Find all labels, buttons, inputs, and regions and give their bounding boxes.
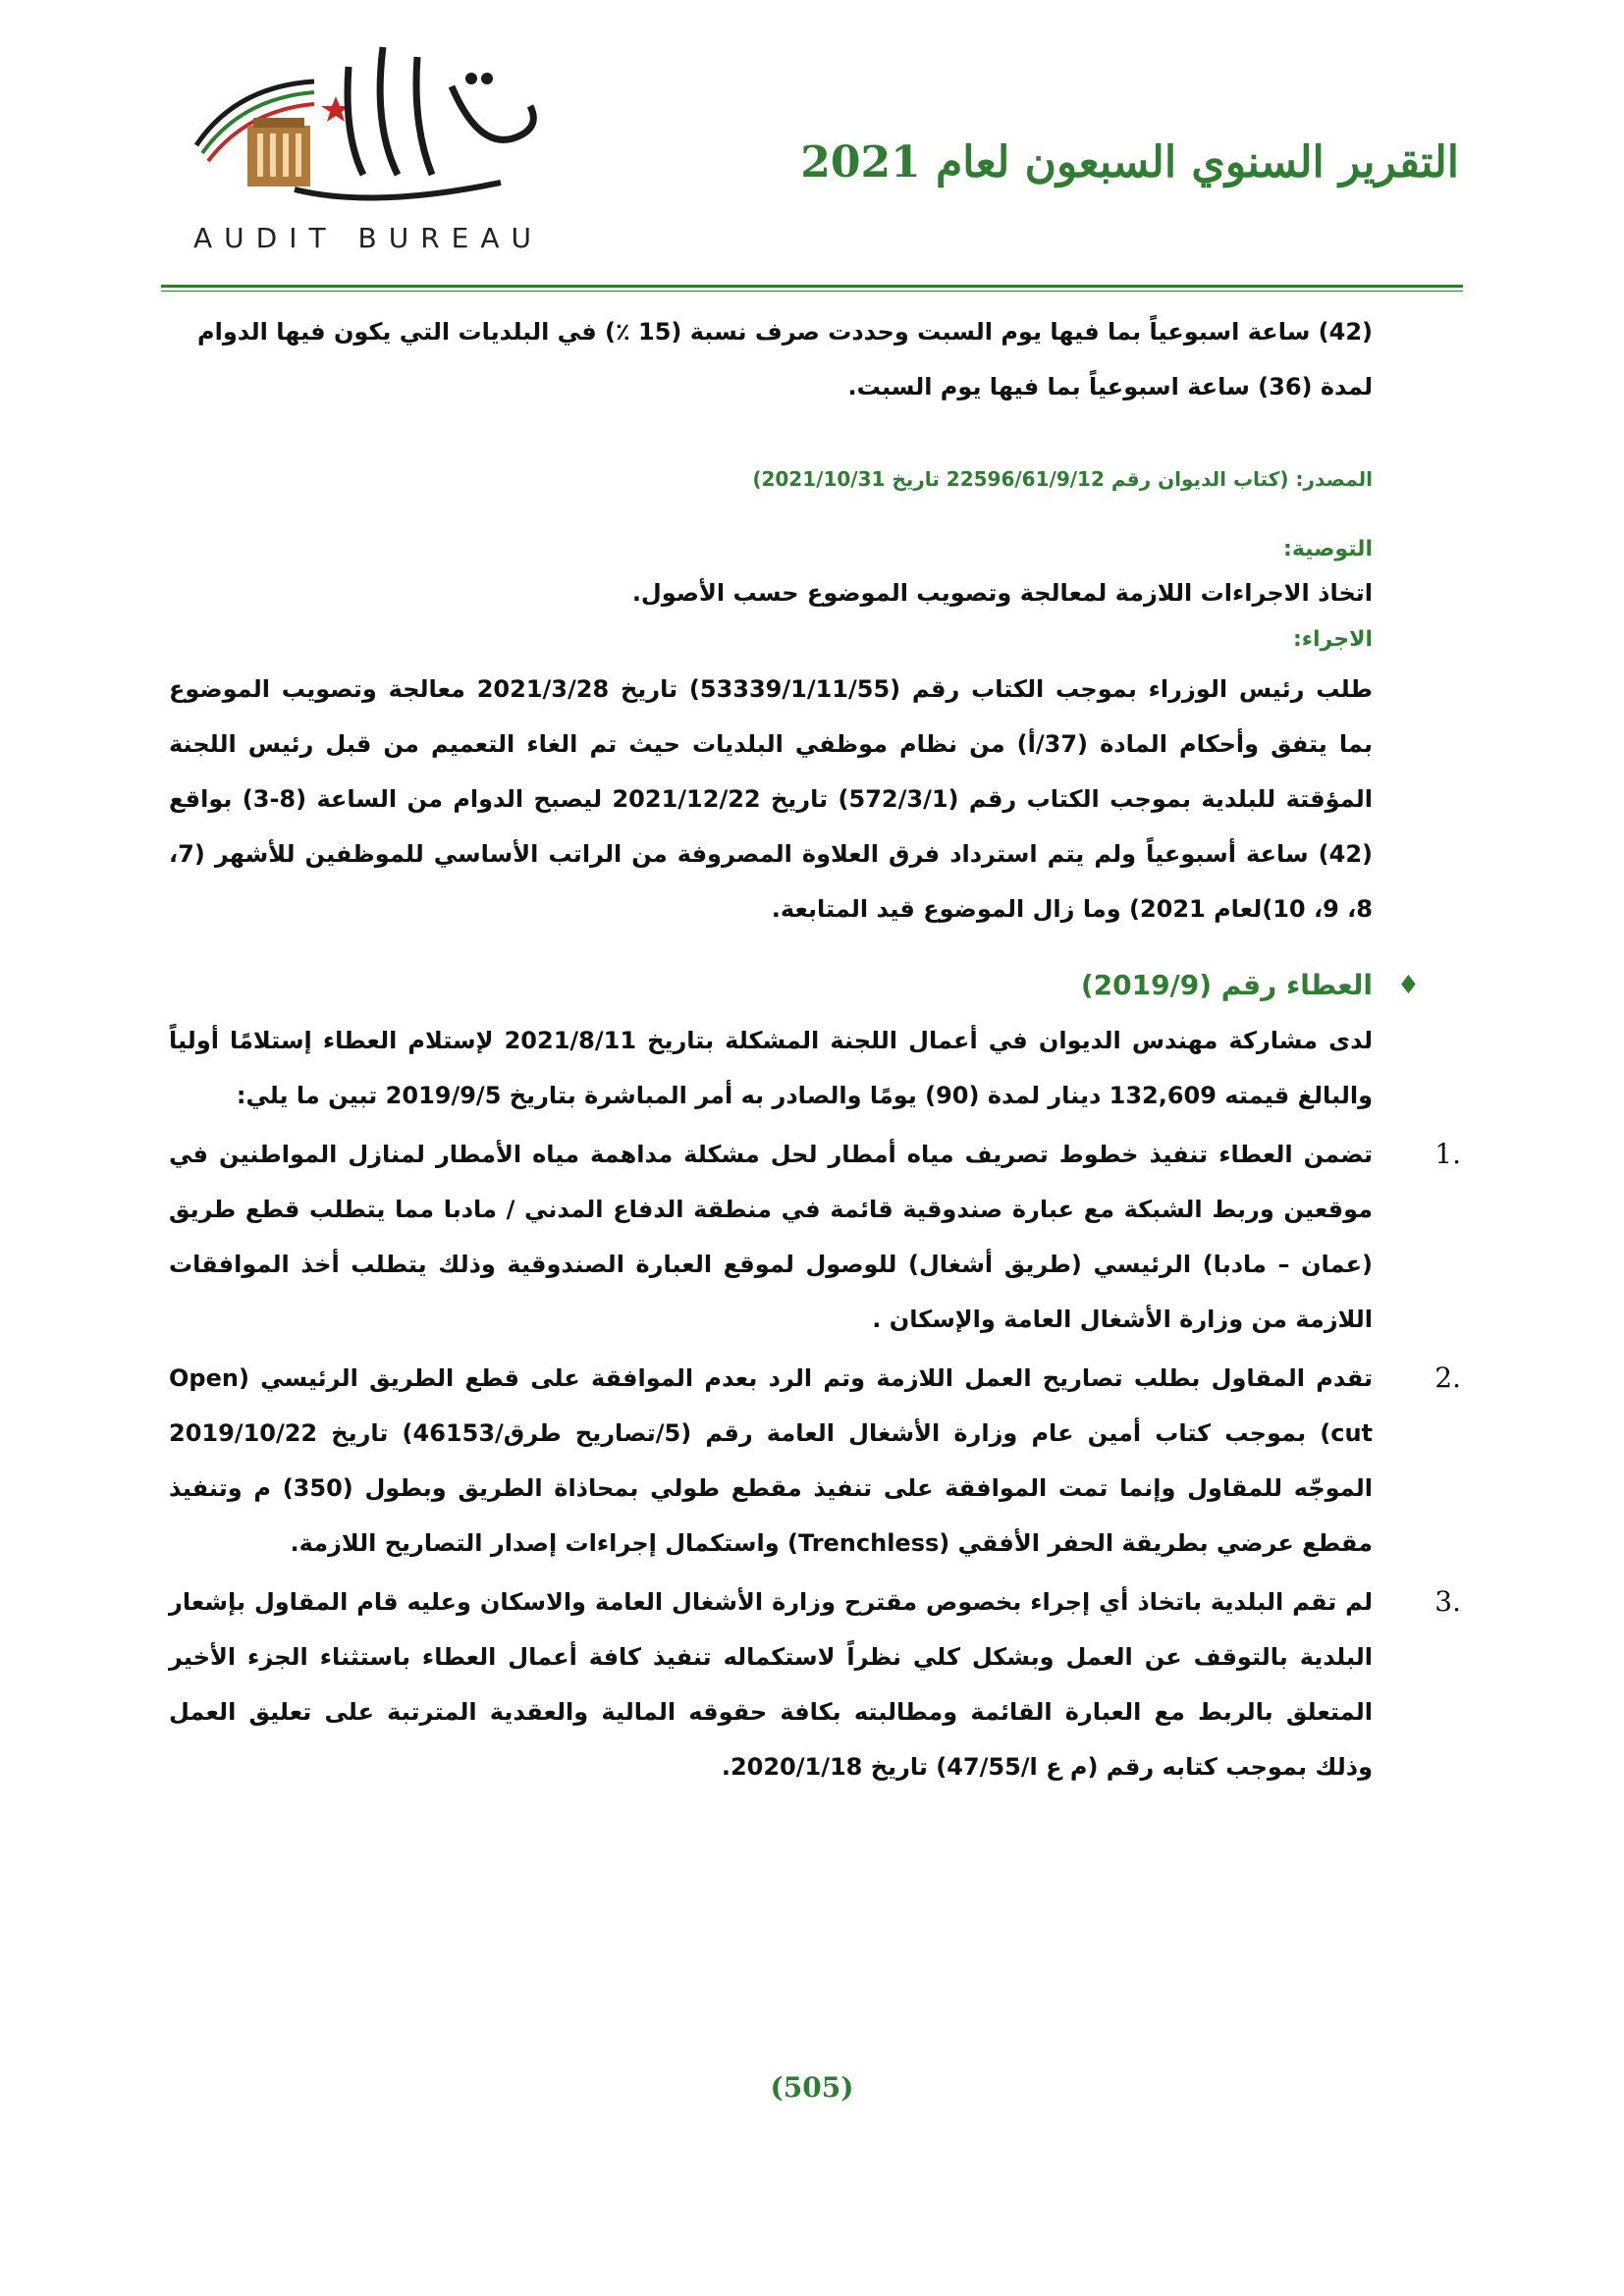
page-header [0, 0, 1624, 294]
logo-emblem [177, 27, 560, 224]
section-title: العطاء رقم (2019/9) [1080, 969, 1373, 1001]
audit-bureau-logo [177, 27, 560, 273]
list-item-number: 2. [1435, 1362, 1461, 1394]
page-number: (505) [770, 2071, 854, 2104]
logo-arabic-text [177, 27, 178, 28]
source-reference: المصدر: (كتاب الديوان رقم 22596/61/9/12 تاريخ 2021/10/31) [752, 467, 1373, 491]
list-item-text: تضمن العطاء تنفيذ خطوط تصريف مياه أمطار لحل مشكلة مداهمة مياه الأمطار لمنازل المواطنين في موقعين وربط الشبكة مع عبارة صندوقية قائمة في منطقة الدفاع المدني / مادبا مما يتطلب قطع طريق (عمان – مادبا) الرئيسي (طريق أشغال) للوصول لموقع العبارة الصندوقية وذلك يتطلب أخذ الموافقات اللازمة من وزارة الأشغال العامة والإسكان . [169, 1141, 1373, 1333]
list-item-text: تقدم المقاول بطلب تصاريح العمل اللازمة وتم الرد بعدم الموافقة على قطع الطريق الرئيسي (Open cut) بموجب كتاب أمين عام وزارة الأشغال العامة رقم (5/تصاريح طرق/46153) تاريخ 2019/10/22 الموجّه للمقاول وإنما تمت الموافقة على تنفيذ مقطع طولي بمحاذاة الطريق وبطول (350) م وتنفيذ مقطع عرضي بطريقة الحفر الأفقي (Trenchless) واستكمال إجراءات إصدار التصاريح اللازمة. [169, 1364, 1374, 1557]
list-item [169, 1351, 1461, 1571]
action-label: الاجراء: [1292, 627, 1373, 652]
list-item-number: 3. [1435, 1585, 1461, 1618]
section-intro: لدى مشاركة مهندس الديوان في أعمال اللجنة المشكلة بتاريخ 2021/8/11 لإستلام العطاء إستلامًا أولياً والبالغ قيمته 132,609 دينار لمدة (90) يومًا والصادر به أمر المباشرة بتاريخ 2019/9/5 تبين ما يلي: [169, 1027, 1373, 1109]
list-item [169, 1127, 1461, 1347]
logo-english-text: AUDIT BUREAU [193, 222, 543, 254]
intro-paragraph-line-1: (42) ساعة اسبوعياً بما فيها يوم السبت وحددت صرف نسبة (15 ٪) في البلديات التي يكون فيها الدوام [197, 318, 1373, 346]
intro-paragraph-line-2: لمدة (36) ساعة اسبوعياً بما فيها يوم السبت. [847, 373, 1373, 400]
action-text: طلب رئيس الوزراء بموجب الكتاب رقم (53339/1/11/55) تاريخ 2021/3/28 معالجة وتصويب الموضوع بما يتفق وأحكام المادة (37/أ) من نظام موظفي البلديات حيث تم الغاء التعميم من قبل رئيس اللجنة المؤقتة للبلدية بموجب الكتاب رقم (572/3/1) تاريخ 2021/12/22 ليصبح الدوام من الساعة (8-3) بواقع (42) ساعة أسبوعياً ولم يتم استرداد فرق العلاوة المصروفة من الراتب الأساسي للموظفين للأشهر (7، 8، 9، 10)لعام 2021) وما زال الموضوع قيد المتابعة. [169, 675, 1374, 923]
section-heading [169, 958, 1420, 1013]
list-item [169, 1575, 1461, 1794]
header-divider [161, 285, 1463, 288]
header-divider-thin [161, 291, 1463, 292]
recommendation-label: التوصية: [1283, 537, 1373, 561]
list-item-number: 1. [1435, 1138, 1461, 1170]
recommendation-text: اتخاذ الاجراءات اللازمة لمعالجة وتصويب الموضوع حسب الأصول. [631, 579, 1373, 607]
report-title: التقرير السنوي السبعون لعام 2021 [800, 137, 1459, 187]
diamond-bullet-icon: ♦ [1396, 971, 1420, 1000]
list-item-text: لم تقم البلدية باتخاذ أي إجراء بخصوص مقترح وزارة الأشغال العامة والاسكان وعليه قام المقاول بإشعار البلدية بالتوقف عن العمل وبشكل كلي نظراً لاستكماله تنفيذ كافة أعمال العطاء باستثناء الجزء الأخير المتعلق بالربط مع العبارة القائمة ومطالبته بكافة حقوقه المالية والعقدية المترتبة على تعليق العمل وذلك بموجب كتابه رقم (م ع ا/47/55) تاريخ 2020/1/18. [169, 1588, 1373, 1781]
page-content [169, 304, 1461, 1794]
